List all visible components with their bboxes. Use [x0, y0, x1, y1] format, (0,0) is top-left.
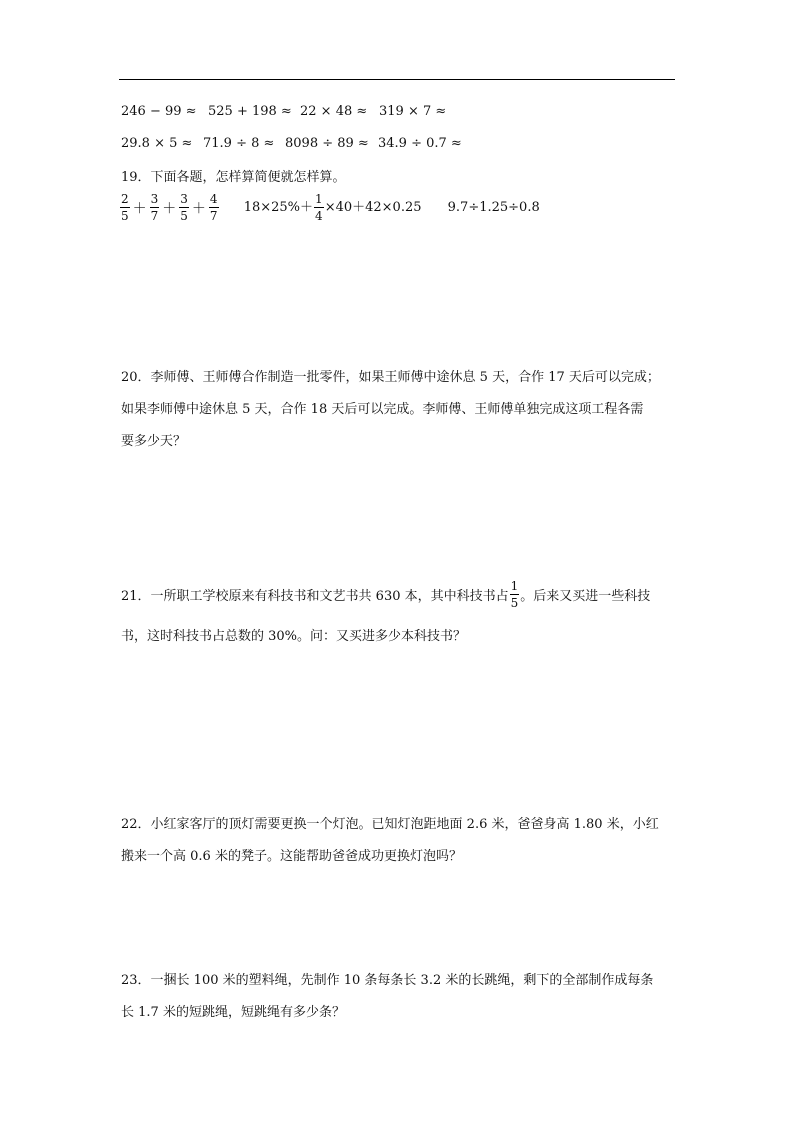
q19-expr2: [244, 193, 422, 222]
header-rule: [119, 79, 675, 80]
q21-text-pre: 21．一所职工学校原来有科技书和文艺书共 630 本，其中科技书占: [121, 589, 509, 604]
estimation-item: 34.9 ÷ 0.7 ≈: [378, 136, 462, 151]
estimation-item: 246 − 99 ≈: [121, 104, 197, 119]
q22-line-2: 搬来一个高 0.6 米的凳子。这能帮助爸爸成功更换灯泡吗？: [121, 849, 462, 864]
plus-sign: ＋: [162, 200, 177, 217]
plus-sign: ＋: [191, 200, 206, 217]
fraction: $\frac{4}{7}$: [209, 192, 218, 223]
fraction: $\frac{1}{4}$: [315, 192, 323, 223]
expr2-prefix: 18×25%＋: [243, 200, 314, 215]
plus-sign: ＋: [132, 200, 147, 217]
fraction: $\frac{3}{7}$: [150, 192, 159, 223]
q20-line-1: 20．李师傅、王师傅合作制造一批零件，如果王师傅中途休息 5 天，合作 17 天后可以完成；: [121, 370, 660, 385]
q20-line-3: 要多少天？: [121, 434, 187, 449]
estimation-item: 8098 ÷ 89 ≈: [285, 136, 369, 151]
fraction: $\frac{3}{5}$: [180, 192, 188, 223]
estimation-item: 319 × 7 ≈: [379, 104, 447, 119]
expr2-suffix: ×40＋42×0.25: [324, 200, 422, 215]
estimation-item: 71.9 ÷ 8 ≈: [203, 136, 275, 151]
q21-line-1: [121, 580, 650, 609]
q21-line-2: 书，这时科技书占总数的 30%。问：又买进多少本科技书？: [121, 629, 467, 644]
estimation-item: 22 × 48 ≈: [300, 104, 368, 119]
fraction: $\frac{1}{5}$: [510, 579, 519, 610]
q19-expr3: 9.7÷1.25÷0.8: [447, 200, 540, 215]
q23-line-1: 23．一捆长 100 米的塑料绳，先制作 10 条每条长 3.2 米的长跳绳，剩下的全部制作成每条: [121, 973, 654, 988]
q22-line-1: 22．小红家客厅的顶灯需要更换一个灯泡。已知灯泡距地面 2.6 米，爸爸身高 1.80 米，小红: [121, 817, 659, 832]
q20-line-2: 如果李师傅中途休息 5 天，合作 18 天后可以完成。李师傅、王师傅单独完成这项工程各需: [121, 402, 644, 417]
fraction: $\frac{2}{5}$: [121, 192, 129, 223]
q23-line-2: 长 1.7 米的短跳绳，短跳绳有多少条？: [121, 1005, 345, 1020]
q19-expressions: [119, 193, 540, 222]
q21-text-post: 。后来又买进一些科技: [520, 589, 651, 604]
estimation-item: 29.8 × 5 ≈: [121, 136, 193, 151]
estimation-item: 525 + 198 ≈: [208, 104, 292, 119]
q19-text: 19．下面各题，怎样算简便就怎样算。: [121, 170, 346, 185]
